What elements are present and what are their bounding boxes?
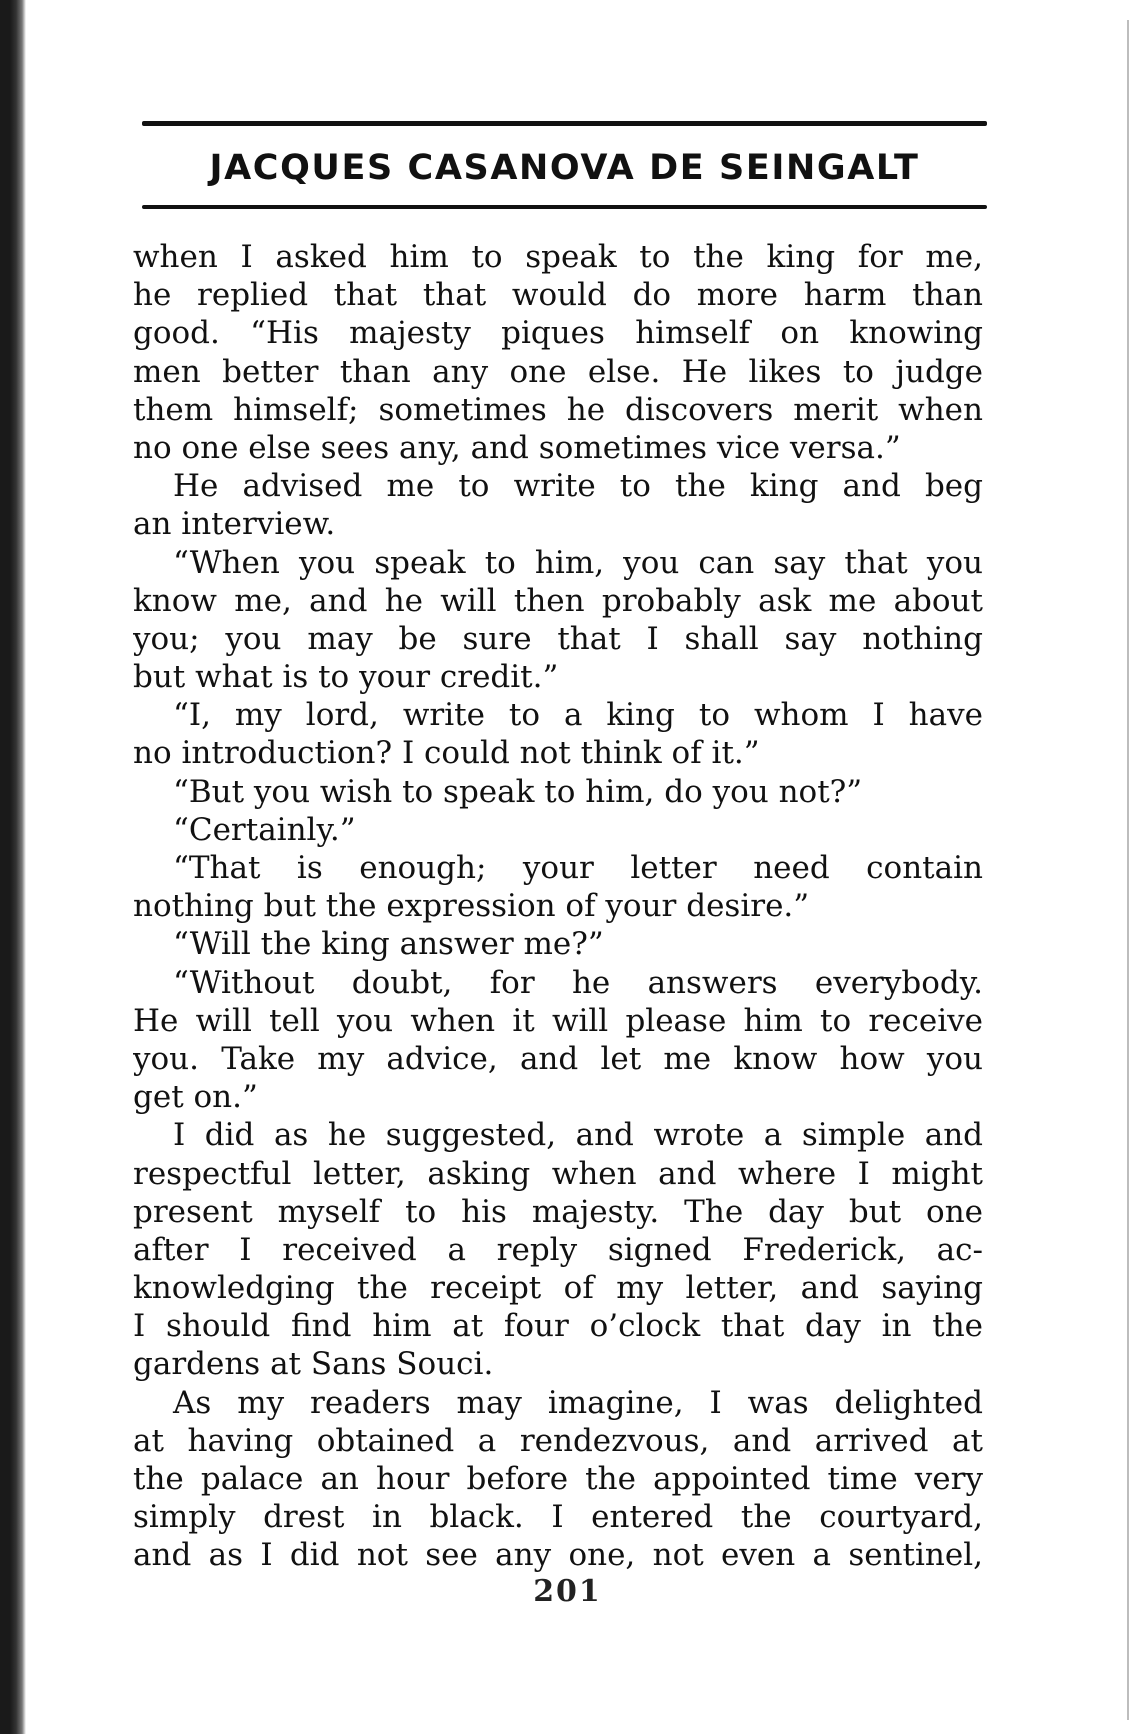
- text-line: “Will the king answer me?”: [173, 926, 604, 963]
- text-line: “Certainly.”: [173, 811, 356, 848]
- running-head: JACQUES CASANOVA DE SEINGALT: [209, 148, 920, 188]
- text-line: “When you speak to him, you can say that you: [173, 544, 983, 581]
- text-line: you; you may be sure that I shall say nothing: [133, 620, 983, 657]
- text-line: simply drest in black. I entered the courtyard,: [133, 1499, 983, 1536]
- text-line: but what is to your credit.”: [133, 659, 559, 696]
- text-line: I did as he suggested, and wrote a simple and: [173, 1117, 983, 1154]
- text-line: he replied that that would do more harm than: [133, 277, 983, 314]
- text-line: present myself to his majesty. The day but one: [133, 1193, 983, 1230]
- book-spine-shadow: [0, 0, 26, 1734]
- text-line: get on.”: [133, 1079, 258, 1116]
- text-line: “That is enough; your letter need contain: [173, 850, 983, 886]
- text-line: “I, my lord, write to a king to whom I have: [173, 697, 983, 734]
- text-line: them himself; sometimes he discovers merit when: [133, 391, 983, 428]
- text-line: and as I did not see any one, not even a sentinel,: [133, 1537, 983, 1574]
- text-line: at having obtained a rendezvous, and arrived at: [133, 1422, 983, 1459]
- text-line: As my readers may imagine, I was delighted: [173, 1384, 983, 1421]
- text-line: I should find him at four o’clock that day in the: [133, 1308, 983, 1345]
- text-line: “But you wish to speak to him, do you not?”: [173, 773, 863, 810]
- text-line: the palace an hour before the appointed time very: [133, 1461, 983, 1497]
- text-line: knowledging the receipt of my letter, and saying: [133, 1270, 983, 1307]
- text-line: respectful letter, asking when and where I might: [133, 1155, 983, 1192]
- text-line: good. “His majesty piques himself on knowing: [133, 315, 983, 352]
- text-line: gardens at Sans Souci.: [133, 1346, 494, 1383]
- text-line: no one else sees any, and sometimes vice versa.”: [133, 429, 901, 466]
- text-line: no introduction? I could not think of it.”: [133, 735, 760, 772]
- text-line: an interview.: [133, 506, 336, 543]
- text-line: men better than any one else. He likes to judge: [133, 353, 983, 390]
- header-rule-bottom: [142, 205, 987, 209]
- text-line: know me, and he will then probably ask me about: [133, 582, 983, 619]
- text-line: He advised me to write to the king and beg: [173, 468, 983, 505]
- page-body-text: [133, 238, 983, 1575]
- text-line: you. Take my advice, and let me know how you: [133, 1040, 983, 1077]
- text-line: He will tell you when it will please him to receive: [133, 1002, 983, 1039]
- page-edge-line: [1127, 20, 1129, 1720]
- page-number: 201: [533, 1574, 602, 1609]
- text-line: when I asked him to speak to the king for me,: [133, 239, 983, 275]
- text-line: after I received a reply signed Frederick, ac-: [133, 1231, 983, 1268]
- text-line: nothing but the expression of your desire.”: [133, 888, 810, 925]
- text-line: “Without doubt, for he answers everybody.: [173, 964, 983, 1001]
- header-rule-top: [142, 121, 987, 126]
